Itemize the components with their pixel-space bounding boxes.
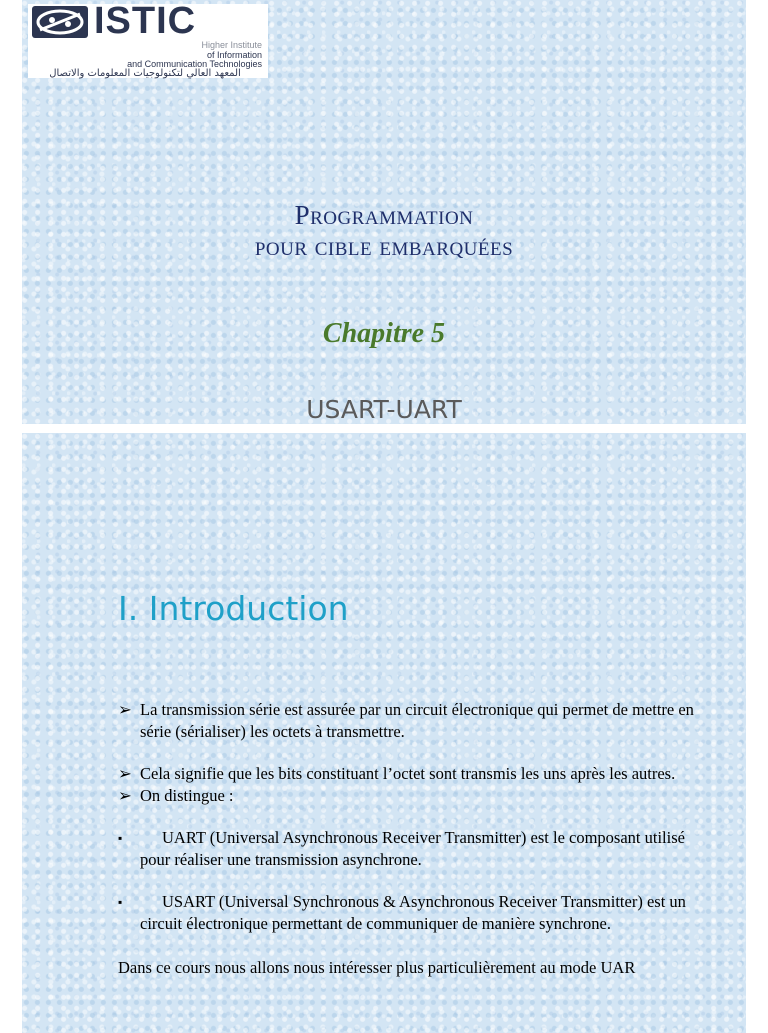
square-bullet-icon: ▪	[118, 895, 123, 909]
list-item-text: On distingue :	[140, 786, 234, 805]
logo-name: ISTIC	[94, 0, 197, 42]
list-item-text: UART (Universal Asynchronous Receiver Transmitter) est le composant utilisé pour réaliser une transmission asynchrone.	[140, 828, 685, 869]
chapter-subtitle: USART-UART	[306, 395, 462, 424]
logo-arabic-text: المعهد العالي لتكنولوجيات المعلومات والاتصال	[49, 68, 241, 79]
list-item	[118, 827, 718, 871]
slide-body	[118, 699, 718, 979]
section-heading: I. Introduction	[118, 589, 349, 628]
logo-subtitle-line: of Information	[206, 49, 262, 60]
list-item	[118, 785, 718, 807]
introduction-slide	[22, 433, 746, 1033]
list-item-text: Cela signifie que les bits constituant l’octet sont transmis les uns après les autres.	[140, 764, 676, 783]
square-bullet-icon: ▪	[118, 831, 123, 845]
list-item	[118, 699, 718, 743]
arrow-bullet-icon: ➢	[118, 764, 132, 783]
list-item	[118, 891, 718, 935]
chapter-label: Chapitre 5	[322, 318, 446, 349]
arrow-bullet-icon: ➢	[118, 786, 132, 805]
list-item-text: USART (Universal Synchronous & Asynchronous Receiver Transmitter) est un circuit électronique permettant de communiquer de manière synchrone.	[140, 892, 686, 933]
course-title	[22, 200, 746, 262]
closing-paragraph: Dans ce cours nous allons nous intéresser plus particulièrement au mode UAR	[118, 958, 636, 977]
title-slide	[22, 0, 746, 424]
list-item	[118, 763, 718, 785]
arrow-bullet-icon: ➢	[118, 700, 132, 719]
logo-subtitle-line: Higher Institute	[201, 40, 262, 50]
logo-subtitle	[127, 41, 262, 70]
logo-subtitle-line: and Communication Technologies	[127, 59, 262, 69]
istic-logo	[28, 0, 268, 79]
istic-emblem-icon	[32, 6, 88, 38]
course-title-line1: Programmation	[294, 200, 474, 230]
list-item-text: La transmission série est assurée par un circuit électronique qui permet de mettre en série (sérialiser) les octets à transmettre.	[140, 700, 694, 741]
course-title-line2: pour cible embarquées	[254, 231, 514, 261]
